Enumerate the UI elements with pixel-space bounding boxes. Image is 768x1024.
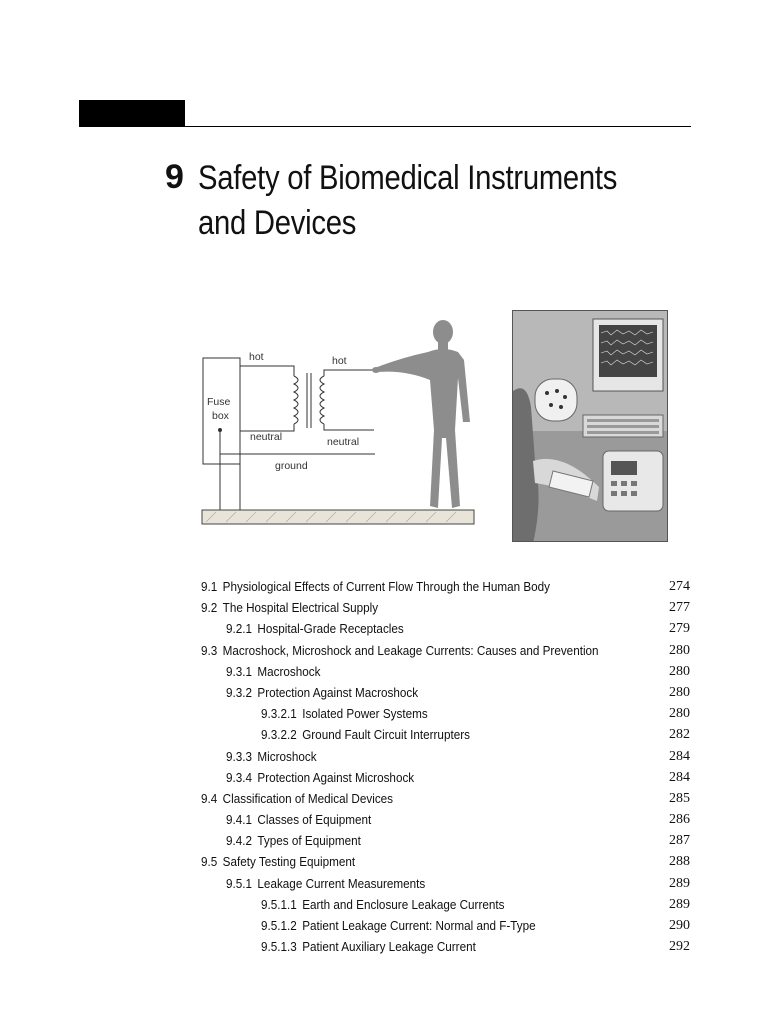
toc-entry-text	[226, 809, 371, 830]
toc-entry-number: 9.5.1.3	[261, 939, 297, 955]
hot-label-left: hot	[249, 351, 264, 363]
toc-entry-title: Classification of Medical Devices	[222, 790, 394, 806]
chapter-title-line-2: and Devices	[198, 204, 357, 242]
toc-entry	[0, 618, 768, 639]
toc-entry-number: 9.4.2	[226, 833, 253, 849]
table-of-contents	[0, 576, 768, 957]
toc-entry-text	[261, 894, 504, 915]
electrical-safety-diagram	[200, 318, 480, 530]
chapter-title	[198, 156, 628, 246]
toc-entry-title: Protection Against Microshock	[257, 769, 415, 785]
toc-entry-title: Isolated Power Systems	[302, 706, 428, 722]
toc-entry-number: 9.3.1	[226, 663, 253, 679]
toc-entry	[0, 830, 768, 851]
toc-entry-title: Protection Against Macroshock	[257, 684, 419, 700]
toc-entry-number: 9.3.4	[226, 769, 253, 785]
toc-entry	[0, 788, 768, 809]
toc-entry	[0, 703, 768, 724]
toc-entry-page: 282	[669, 727, 690, 743]
toc-entry-number: 9.5.1	[226, 875, 253, 891]
toc-entry-page: 290	[669, 918, 690, 933]
toc-entry	[0, 767, 768, 788]
toc-entry-title: Hospital-Grade Receptacles	[257, 621, 404, 637]
chapter-number: 9	[165, 158, 184, 196]
toc-entry-page: 280	[669, 642, 690, 658]
toc-entry-title: Ground Fault Circuit Interrupters	[302, 727, 470, 743]
toc-entry-title: Safety Testing Equipment	[222, 854, 356, 870]
toc-entry-text	[226, 661, 321, 682]
toc-entry	[0, 661, 768, 682]
hot-wire-right	[324, 370, 374, 376]
toc-entry-number: 9.1	[201, 579, 218, 594]
electrode-head-model	[535, 379, 577, 421]
toc-entry-page: 286	[669, 812, 690, 828]
floor	[202, 510, 474, 524]
fuse-box-label-1: Fuse	[207, 396, 231, 408]
toc-entry	[0, 640, 768, 661]
toc-entry-text	[201, 851, 355, 872]
toc-entry-number: 9.3	[201, 642, 218, 658]
toc-entry-title: Macroshock	[257, 663, 321, 679]
toc-entry-number: 9.2.1	[226, 621, 253, 637]
neutral-label-right: neutral	[327, 436, 360, 448]
transformer-primary-coil	[294, 376, 298, 424]
toc-entry-number: 9.4.1	[226, 812, 253, 828]
toc-entry-text	[201, 788, 393, 809]
toc-entry-title: Types of Equipment	[257, 833, 361, 849]
toc-entry-title: Microshock	[257, 748, 317, 764]
toc-entry-page: 287	[669, 833, 690, 849]
toc-entry-page: 289	[669, 875, 690, 891]
toc-entry-title: Patient Leakage Current: Normal and F-Type	[302, 918, 536, 933]
neutral-wire-right	[324, 424, 374, 430]
toc-entry-page: 277	[669, 600, 690, 616]
toc-entry-number: 9.2	[201, 600, 218, 616]
toc-entry-number: 9.3.3	[226, 748, 253, 764]
toc-entry	[0, 915, 768, 936]
chapter-title-line-1: Safety of Biomedical Instruments	[198, 159, 618, 197]
toc-entry	[0, 851, 768, 872]
fuse-box-label-2: box	[212, 410, 229, 422]
toc-entry-title: Macroshock, Microshock and Leakage Currents: Causes and Prevention	[222, 642, 599, 658]
ground-label: ground	[275, 460, 308, 472]
toc-entry	[0, 682, 768, 703]
toc-entry	[0, 809, 768, 830]
toc-entry-text	[201, 640, 599, 661]
hot-label-right: hot	[332, 355, 347, 367]
toc-entry-title: Earth and Enclosure Leakage Currents	[302, 896, 505, 912]
toc-entry-page: 288	[669, 854, 690, 870]
toc-entry	[0, 597, 768, 618]
toc-entry-page: 274	[669, 579, 690, 594]
toc-entry-text	[226, 830, 361, 851]
toc-entry-title: The Hospital Electrical Supply	[222, 600, 379, 616]
toc-entry-text	[261, 724, 470, 745]
chapter-header-block	[79, 100, 185, 127]
toc-entry-text	[226, 682, 418, 703]
toc-entry-number: 9.4	[201, 790, 218, 806]
toc-entry-text	[226, 618, 404, 639]
toc-entry-text	[261, 936, 476, 957]
toc-entry-title: Leakage Current Measurements	[257, 875, 426, 891]
toc-entry-number: 9.3.2	[226, 684, 253, 700]
chapter-header-rule	[185, 126, 691, 127]
toc-entry	[0, 873, 768, 894]
toc-entry-page: 285	[669, 790, 690, 806]
toc-entry	[0, 746, 768, 767]
equipment-photo	[512, 310, 668, 542]
neutral-label-left: neutral	[250, 431, 283, 443]
toc-entry-text	[201, 597, 378, 618]
toc-entry-page: 292	[669, 939, 690, 955]
toc-entry	[0, 576, 768, 597]
hot-wire-left	[240, 366, 294, 376]
toc-entry-page: 279	[669, 621, 690, 637]
toc-entry-text	[261, 915, 536, 936]
toc-entry-number: 9.3.2.1	[261, 706, 297, 722]
human-figure	[372, 320, 470, 508]
toc-entry-text	[201, 576, 550, 597]
toc-entry-title: Physiological Effects of Current Flow Through the Human Body	[222, 579, 551, 594]
toc-entry	[0, 724, 768, 745]
toc-entry-title: Classes of Equipment	[257, 812, 372, 828]
toc-entry-text	[226, 746, 317, 767]
toc-entry-text	[226, 873, 425, 894]
toc-entry-text	[226, 767, 414, 788]
transformer-secondary-coil	[320, 376, 324, 424]
toc-entry-number: 9.5.1.2	[261, 918, 297, 933]
toc-entry-page: 280	[669, 663, 690, 679]
toc-entry-page: 280	[669, 684, 690, 700]
toc-entry-page: 284	[669, 748, 690, 764]
toc-entry	[0, 936, 768, 957]
toc-entry-text	[261, 703, 428, 724]
toc-entry-page: 280	[669, 706, 690, 722]
toc-entry-page: 284	[669, 769, 690, 785]
toc-entry-number: 9.5	[201, 854, 218, 870]
neutral-wire-left	[240, 424, 294, 431]
toc-entry-title: Patient Auxiliary Leakage Current	[302, 939, 476, 955]
toc-entry-number: 9.3.2.2	[261, 727, 297, 743]
toc-entry-number: 9.5.1.1	[261, 896, 297, 912]
toc-entry	[0, 894, 768, 915]
toc-entry-page: 289	[669, 896, 690, 912]
